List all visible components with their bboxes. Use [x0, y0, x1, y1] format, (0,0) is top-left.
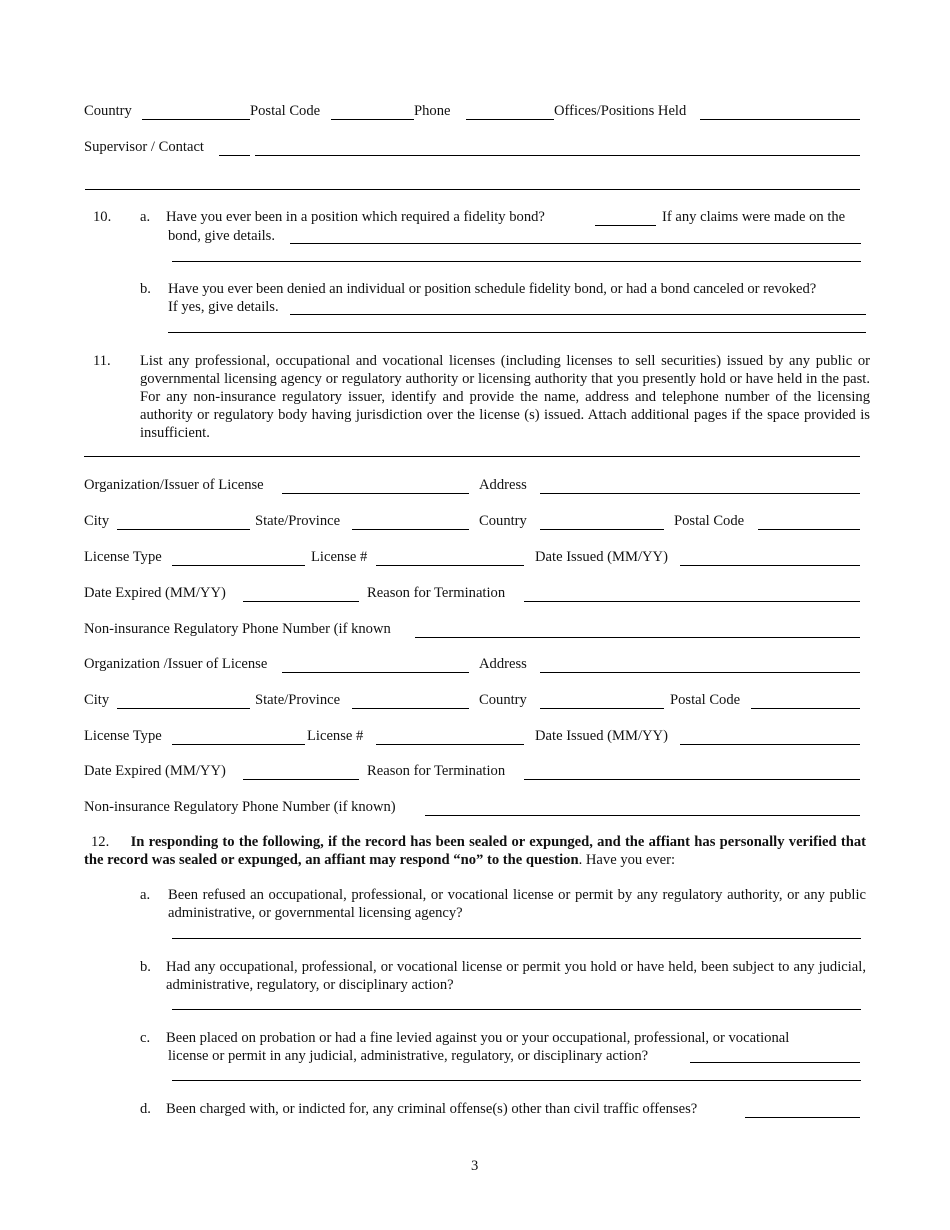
license1-org-field[interactable]: [282, 478, 469, 494]
license2-org-label: Organization /Issuer of License: [84, 656, 268, 672]
postal-code-field[interactable]: [331, 104, 414, 120]
supervisor-label: Supervisor / Contact: [84, 139, 204, 155]
q12-number: 12.: [91, 834, 110, 850]
q12-bold-text: In responding to the following, if the record has been sealed or expunged, and the affiant has personally verified that the record was sealed or expunged, an affiant may respond “no” to the question: [84, 834, 866, 868]
license1-postal-field[interactable]: [758, 514, 860, 530]
license2-address-label: Address: [479, 656, 527, 672]
q10b-details-label: If yes, give details.: [168, 299, 279, 315]
license2-expired-label: Date Expired (MM/YY): [84, 763, 226, 779]
q12-tail-text: . Have you ever:: [578, 852, 676, 868]
license1-country-field[interactable]: [540, 514, 664, 530]
license2-expired-field[interactable]: [243, 764, 359, 780]
license1-type-field[interactable]: [172, 550, 305, 566]
license2-reason-field[interactable]: [524, 764, 860, 780]
q11-divider: [84, 456, 860, 457]
license1-address-label: Address: [479, 477, 527, 493]
license2-issued-label: Date Issued (MM/YY): [535, 728, 668, 744]
q10a-details-line2[interactable]: [172, 246, 861, 262]
license2-type-label: License Type: [84, 728, 162, 744]
license1-expired-label: Date Expired (MM/YY): [84, 585, 226, 601]
q12-intro: [84, 833, 866, 869]
q12a-answer-field[interactable]: [172, 923, 861, 939]
q10a-details-field[interactable]: [290, 228, 861, 244]
license1-reason-label: Reason for Termination: [367, 585, 506, 601]
license1-expired-field[interactable]: [243, 586, 359, 602]
license1-number-field[interactable]: [376, 550, 524, 566]
q10a-letter: a.: [140, 209, 151, 225]
postal-code-label: Postal Code: [250, 103, 321, 119]
offices-field[interactable]: [700, 104, 860, 120]
license2-country-field[interactable]: [540, 693, 664, 709]
license2-number-field[interactable]: [376, 729, 524, 745]
license1-type-label: License Type: [84, 549, 162, 565]
q12b-text: Had any occupational, professional, or vocational license or permit you hold or have held, been subject to any judicial, administrative, regulatory, or disciplinary action?: [166, 959, 866, 993]
license2-city-label: City: [84, 692, 110, 708]
phone-label: Phone: [414, 103, 451, 119]
license2-address-field[interactable]: [540, 657, 860, 673]
q10-number: 10.: [93, 209, 112, 225]
license1-state-field[interactable]: [352, 514, 469, 530]
q12c-text-line1: Been placed on probation or had a fine levied against you or your occupational, professional, or vocational: [166, 1030, 790, 1046]
supervisor-short-field[interactable]: [219, 140, 250, 156]
q12a-letter: a.: [140, 887, 151, 903]
q10b-text: Have you ever been denied an individual or position schedule fidelity bond, or had a bond canceled or revoked?: [168, 281, 817, 297]
license1-postal-label: Postal Code: [674, 513, 745, 529]
license1-phone-field[interactable]: [415, 622, 860, 638]
license2-phone-field[interactable]: [425, 800, 860, 816]
country-field[interactable]: [142, 104, 250, 120]
q10b-details-field[interactable]: [290, 299, 866, 315]
page-number: 3: [471, 1158, 479, 1174]
license1-city-field[interactable]: [117, 514, 250, 530]
license1-phone-label: Non-insurance Regulatory Phone Number (if known: [84, 621, 391, 637]
license2-number-label: License #: [307, 728, 364, 744]
license1-issued-field[interactable]: [680, 550, 860, 566]
offices-label: Offices/Positions Held: [554, 103, 687, 119]
license2-state-label: State/Province: [255, 692, 341, 708]
q12c-text-line2: license or permit in any judicial, administrative, regulatory, or disciplinary action?: [168, 1048, 649, 1064]
license1-address-field[interactable]: [540, 478, 860, 494]
q12d-letter: d.: [140, 1101, 151, 1117]
license1-number-label: License #: [311, 549, 368, 565]
q12c-letter: c.: [140, 1030, 151, 1046]
q12b-letter: b.: [140, 959, 151, 975]
license2-issued-field[interactable]: [680, 729, 860, 745]
q10a-text: Have you ever been in a position which required a fidelity bond?: [166, 209, 545, 225]
country-label: Country: [84, 103, 132, 119]
q12c-details-line[interactable]: [172, 1065, 861, 1081]
supervisor-field[interactable]: [255, 140, 860, 156]
license2-org-field[interactable]: [282, 657, 469, 673]
license2-state-field[interactable]: [352, 693, 469, 709]
section-divider: [85, 189, 860, 190]
license1-reason-field[interactable]: [524, 586, 860, 602]
license2-type-field[interactable]: [172, 729, 305, 745]
q11-number: 11.: [93, 353, 111, 369]
license1-issued-label: Date Issued (MM/YY): [535, 549, 668, 565]
license1-country-label: Country: [479, 513, 527, 529]
q12b-answer-field[interactable]: [172, 994, 861, 1010]
q11-text: List any professional, occupational and vocational licenses (including licenses to sell securities) issued by any public or governmental licensing agency or regulatory authority or licensing authority that you presently hold or have held in the past. For any non-insurance regulatory issuer, identify and provide the name, address and telephone number of the licensing authority or regulatory body having jurisdiction over the license (s) issued. Attach additional pages if the space provided is insufficient.: [140, 353, 870, 441]
license2-city-field[interactable]: [117, 693, 250, 709]
q10a-details-label: bond, give details.: [168, 228, 276, 244]
license2-postal-field[interactable]: [751, 693, 860, 709]
q10b-letter: b.: [140, 281, 151, 297]
q10a-text-tail: If any claims were made on the: [662, 209, 846, 225]
license2-phone-label: Non-insurance Regulatory Phone Number (if known): [84, 799, 396, 815]
license2-reason-label: Reason for Termination: [367, 763, 506, 779]
q12d-answer-field[interactable]: [745, 1102, 860, 1118]
license1-org-label: Organization/Issuer of License: [84, 477, 264, 493]
license1-state-label: State/Province: [255, 513, 341, 529]
license1-city-label: City: [84, 513, 110, 529]
q10a-answer-field[interactable]: [595, 210, 656, 226]
q12c-answer-field[interactable]: [690, 1047, 860, 1063]
license2-postal-label: Postal Code: [670, 692, 741, 708]
license2-country-label: Country: [479, 692, 527, 708]
phone-field[interactable]: [466, 104, 554, 120]
q12a-text: Been refused an occupational, professional, or vocational license or permit by any regulatory authority, or any public administrative, or governmental licensing agency?: [168, 887, 866, 921]
q10b-details-line2[interactable]: [168, 317, 866, 333]
q12d-text: Been charged with, or indicted for, any criminal offense(s) other than civil traffic offenses?: [166, 1101, 698, 1117]
